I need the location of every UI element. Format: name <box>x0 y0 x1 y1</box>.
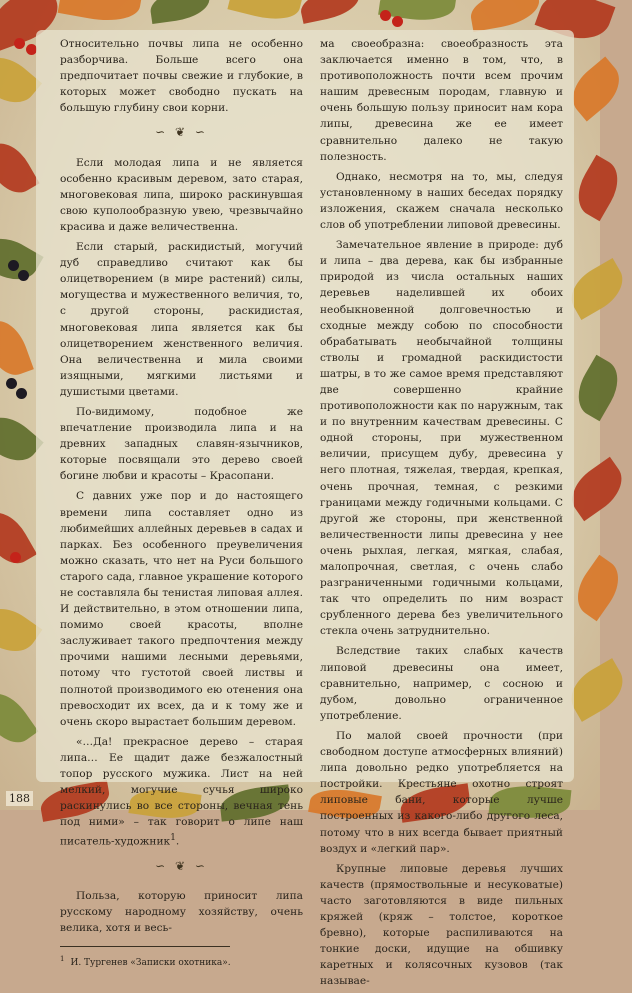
berry-icon <box>8 260 19 271</box>
ornament-divider: ∽ ❦ ∽ <box>155 859 208 874</box>
footnote-number: 1 <box>60 955 65 964</box>
paragraph: По-видимому, подобное же впечатление производила липа и на древних западных славян-язычников, которые посвящали это дерево своей богине любви и красоты – Красопани. <box>60 405 303 483</box>
paragraph: Польза, которую приносит липа русскому народному хозяйству, очень велика, хотя и весь- <box>60 890 303 935</box>
leaf-icon <box>148 0 212 24</box>
paragraph: ма своеобразна: своеобразность эта заключается именно в том, что, в противоположность почти всем прочим нашим древесным породам, главную и очень большую пользу приносит нам кора липы, древесина же ее имеет сравнительно далеко не такую полезность. <box>320 38 563 163</box>
leaf-icon <box>568 355 627 421</box>
paragraph: Если молодая липа и не является особенно красивым деревом, зато старая, многовековая липа, широко раскинувшая свою куполообразную увею, чрезвычайно красива и даже величественна. <box>60 156 303 233</box>
leaf-icon <box>298 0 363 24</box>
paragraph: Крупные липовые деревья лучших качеств (прямоствольные и несуковатые) часто заготовляются в виде пильных кряжей (кряж – толстое, короткое бревно), которые распиливаются на тонкие доски, идущие на обшивку каретных и колясочных кузовов (так называе- <box>320 862 563 988</box>
page-number: 188 <box>6 791 33 806</box>
paragraph: Однако, несмотря на то, мы, следуя установленному в наших беседах порядку изложения, скажем сначала несколько слов об употреблении липовой древесины. <box>320 170 563 232</box>
leaf-icon <box>58 0 143 27</box>
paragraph: Относительно почвы липа не особенно разборчива. Больше всего она предпочитает почвы свежие и глубокие, в которых может свободно пускать на большую глубину свои корни. <box>60 38 303 115</box>
footnote-reference: 1 <box>170 833 176 844</box>
text-column-left <box>60 36 303 969</box>
berry-icon <box>18 270 29 281</box>
footnote <box>60 953 303 969</box>
paragraph: Если старый, раскидистый, могучий дуб справедливо считают как бы олицетворением (в мире растений) силы, могущества и мужественного величия, то, с другой стороны, раскидистая, многовековая липа является как бы олицетворением женственного величия. Она величественна и мила своими изящными, мягкими листьями и душистыми цветами. <box>60 241 303 398</box>
paragraph: С давних уже пор и до настоящего времени липа составляет одно из любимейших аллейных деревьев в садах и парках. Без особенного преувеличения можно сказать, что нет на Руси большого старого сада, главное украшение которого не составляла бы тенистая липовая аллея. И действительно, в этом отношении липа, помимо своей красоты, вполне заслуживает такого предпочтения между прочими нашими лесными деревьями, потому что густотой своей листвы и полнотой производимого ею отенения она превосходит их всех, да и к тому же и очень скоро вырастает большим деревом. <box>60 490 303 728</box>
quote-text: «…Да! прекрасное дерево – старая липа… Ее щадит даже безжалостный топор русского мужика. Лист на ней мелкий, могучие сучья широко раскинулись во все стороны, вечная тень под ними» – так говорит о липе наш писатель-художник <box>60 735 303 848</box>
leaf-icon <box>227 0 302 26</box>
leaf-icon <box>0 135 40 201</box>
footnote-text: И. Тургенев «Записки охотника». <box>70 958 231 969</box>
leaf-icon <box>0 315 34 382</box>
leaf-icon <box>0 684 38 752</box>
paragraph: Замечательное явление в природе: дуб и липа – два дерева, как бы избранные природой из числа остальных наших деревьев наделившей их обоих необыкновенной долговечностью и сходные между собою по способности обрабатывать необычайной толщины стволы и громадной раскидистости шатры, в то же самое время представляют две совершенно крайние противоположности как по наружным, так и по внутренним качествам древесины. С одной стороны, при мужественном величии, присущем дубу, древесина у него плотная, тяжелая, твердая, крепкая, очень прочная, темная, с резкими границами между годичными кольцами. С другой же стороны, при женственной величественности липы древесина у нее очень рыхлая, легкая, мягкая, слабая, малопрочная, светлая, с очень слабо разграниченными годичными кольцами, так что определить по ним возраст срубленного дерева без увеличительного стекла очень затруднительно. <box>320 239 563 638</box>
berry-icon <box>380 10 391 21</box>
berry-icon <box>6 378 17 389</box>
leaf-icon <box>468 0 543 32</box>
berry-icon <box>10 552 21 563</box>
leaf-icon <box>567 555 629 622</box>
ornament-divider: ∽ ❦ ∽ <box>155 125 208 140</box>
text-column-right <box>320 36 563 993</box>
berry-icon <box>392 16 403 27</box>
berry-icon <box>14 38 25 49</box>
leaf-icon <box>568 155 627 221</box>
berry-icon <box>16 388 27 399</box>
footnote-rule <box>60 946 230 947</box>
quote-paragraph: «…Да! прекрасное дерево – старая липа… Ее щадит даже безжалостный топор русского мужика. Лист на ней мелкий, могучие сучья широко раскинулись во все стороны, вечная тень под ними» – так говорит о липе наш писатель-художник$^1$. <box>60 735 303 848</box>
paragraph: По малой своей прочности (при свободном доступе атмосферных влияний) липа довольно редко употребляется на постройки. Крестьяне охотно строят липовые бани, которые лучше построенных из какого-либо другого леса, потому что в них всегда бывает приятный воздух и «легкий пар». <box>320 729 563 855</box>
paragraph: Вследствие таких слабых качеств липовой древесины она имеет, сравнительно, например, с сосною и дубом, довольно ограниченное употребление. <box>320 645 563 722</box>
